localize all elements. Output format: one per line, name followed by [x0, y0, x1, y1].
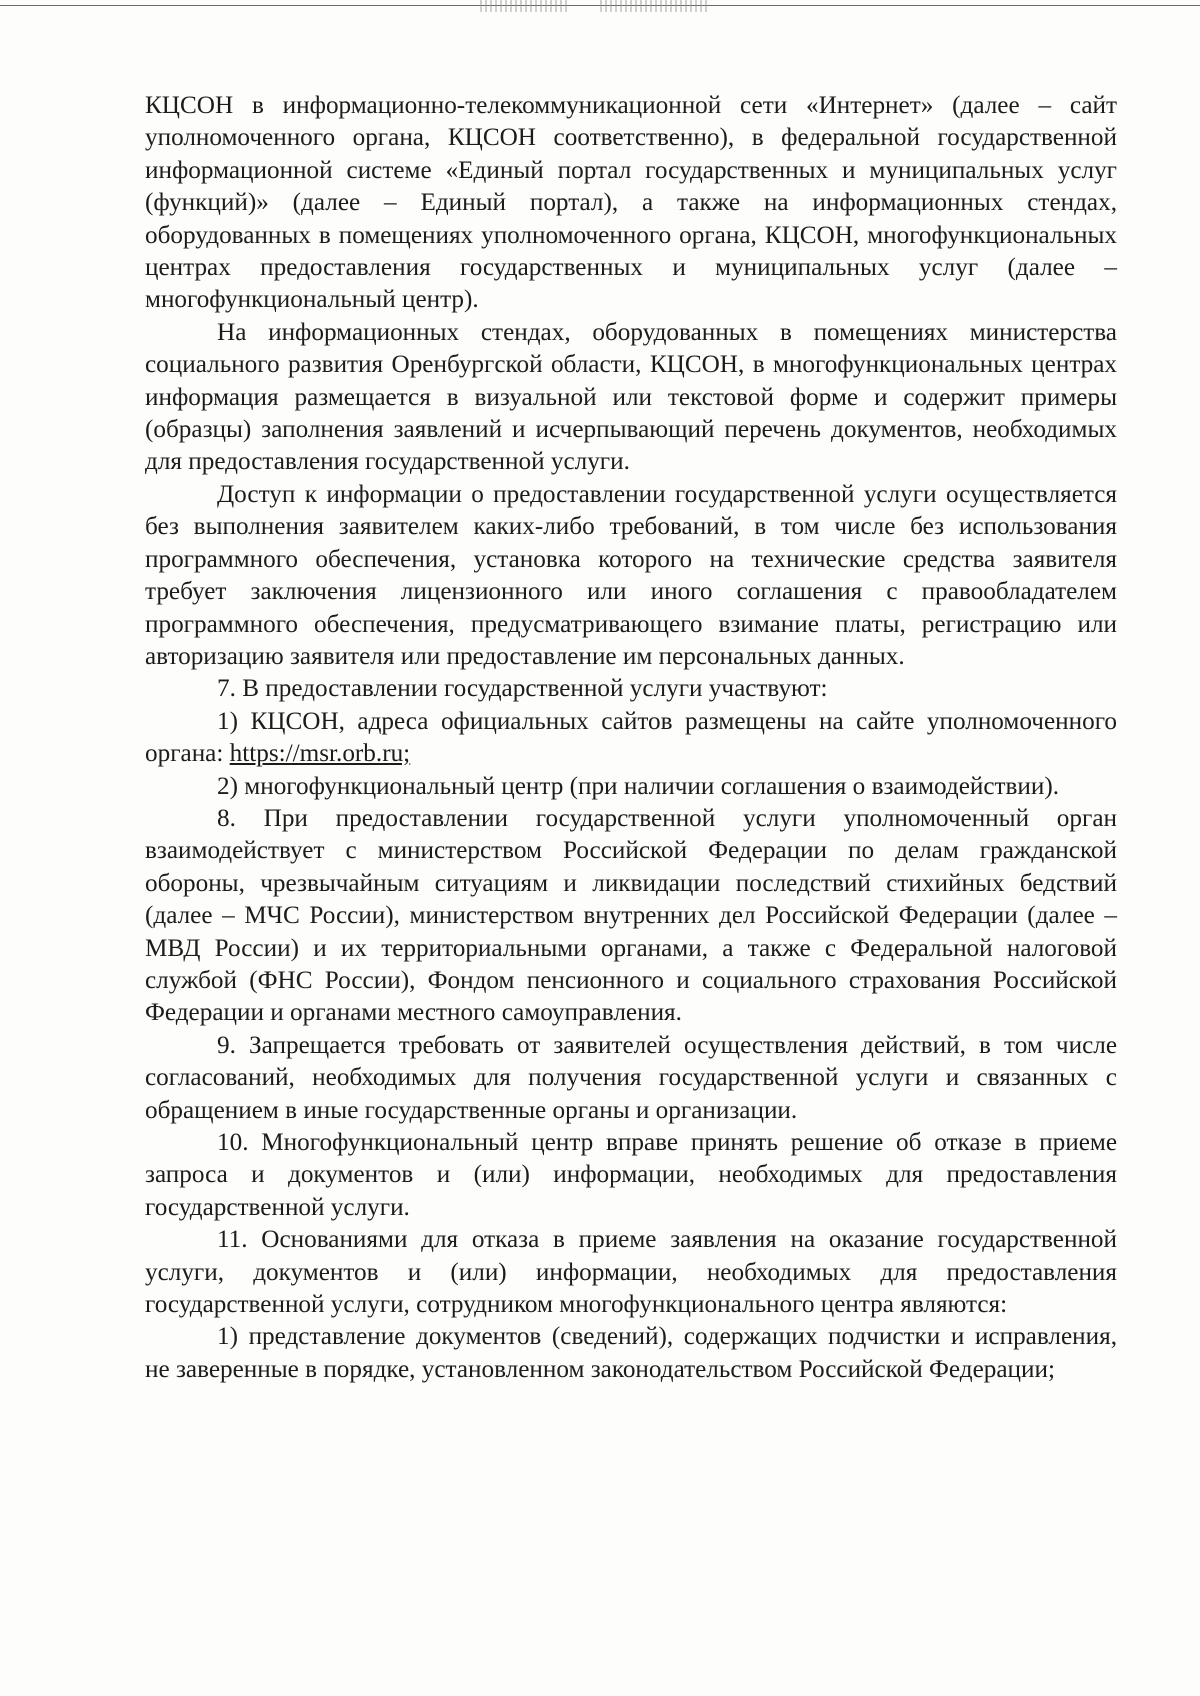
- paragraph-kcson-internet: КЦСОН в информационно-телекоммуникационной сети «Интернет» (далее – сайт уполномоченного органа, КЦСОН соответственно), в федеральной государственной информационной системе «Единый портал государственных и муниципальных услуг (функций)» (далее – Единый портал), а также на информационных стендах, оборудованных в помещениях уполномоченного органа, КЦСОН, многофункциональных центрах предоставления государственных и муниципальных услуг (далее – многофункциональный центр).: [145, 92, 1117, 314]
- msr-website-link[interactable]: https://msr.orb.ru;: [229, 740, 411, 768]
- scan-artifact: [600, 0, 710, 12]
- paragraph-info-stands: На информационных стендах, оборудованных в помещениях министерства социального развития Оренбургской области, КЦСОН, в многофункциональных центрах информация размещается в визуальной или текстовой форме и содержит примеры (образцы) заполнения заявлений и исчерпывающий перечень документов, необходимых для предоставления государственной услуги.: [145, 318, 1117, 476]
- paragraph-item-11-1: 1) представление документов (сведений), содержащих подчистки и исправления, не заверенные в порядке, установленном законодательством Российской Федерации;: [145, 1323, 1117, 1383]
- paragraph-item-11: 11. Основаниями для отказа в приеме заявления на оказание государственной услуги, документов и (или) информации, необходимых для предоставления государственной услуги, сотрудником многофункционального центра являются:: [145, 1226, 1117, 1319]
- paragraph-access-info: Доступ к информации о предоставлении государственной услуги осуществляется без выполнения заявителем каких-либо требований, в том числе без использования программного обеспечения, установка которого на технические средства заявителя требует заключения лицензионного или иного соглашения с правообладателем программного обеспечения, предусматривающего взимание платы, регистрацию или авторизацию заявителя или предоставление им персональных данных.: [145, 480, 1117, 670]
- paragraph-item-7: 7. В предоставлении государственной услуги участвуют:: [217, 675, 828, 703]
- paragraph-item-7-2: 2) многофункциональный центр (при наличии соглашения о взаимодействии).: [217, 772, 1060, 800]
- paragraph-item-8: 8. При предоставлении государственной услуги уполномоченный орган взаимодействует с министерством Российской Федерации по делам гражданской обороны, чрезвычайным ситуациям и ликвидации последствий стихийных бедствий (далее – МЧС России), министерством внутренних дел Российской Федерации (далее – МВД России) и их территориальными органами, а также с Федеральной налоговой службой (ФНС России), Фондом пенсионного и социального страхования Российской Федерации и органами местного самоуправления.: [145, 804, 1117, 1027]
- document-body: [145, 90, 1117, 1386]
- paragraph-item-10: 10. Многофункциональный центр вправе принять решение об отказе в приеме запроса и документов и (или) информации, необходимых для предоставления государственной услуги.: [145, 1129, 1117, 1221]
- paragraph-item-7-1: [145, 706, 1117, 771]
- item-7-1-text: 1) КЦСОН, адреса официальных сайтов размещены на сайте уполномоченного органа:: [145, 707, 1117, 768]
- paragraph-item-9: 9. Запрещается требовать от заявителей осуществления действий, в том числе согласований, необходимых для получения государственной услуги и связанных с обращением в иные государственные органы и организации.: [145, 1031, 1117, 1124]
- scan-artifact: [480, 0, 570, 12]
